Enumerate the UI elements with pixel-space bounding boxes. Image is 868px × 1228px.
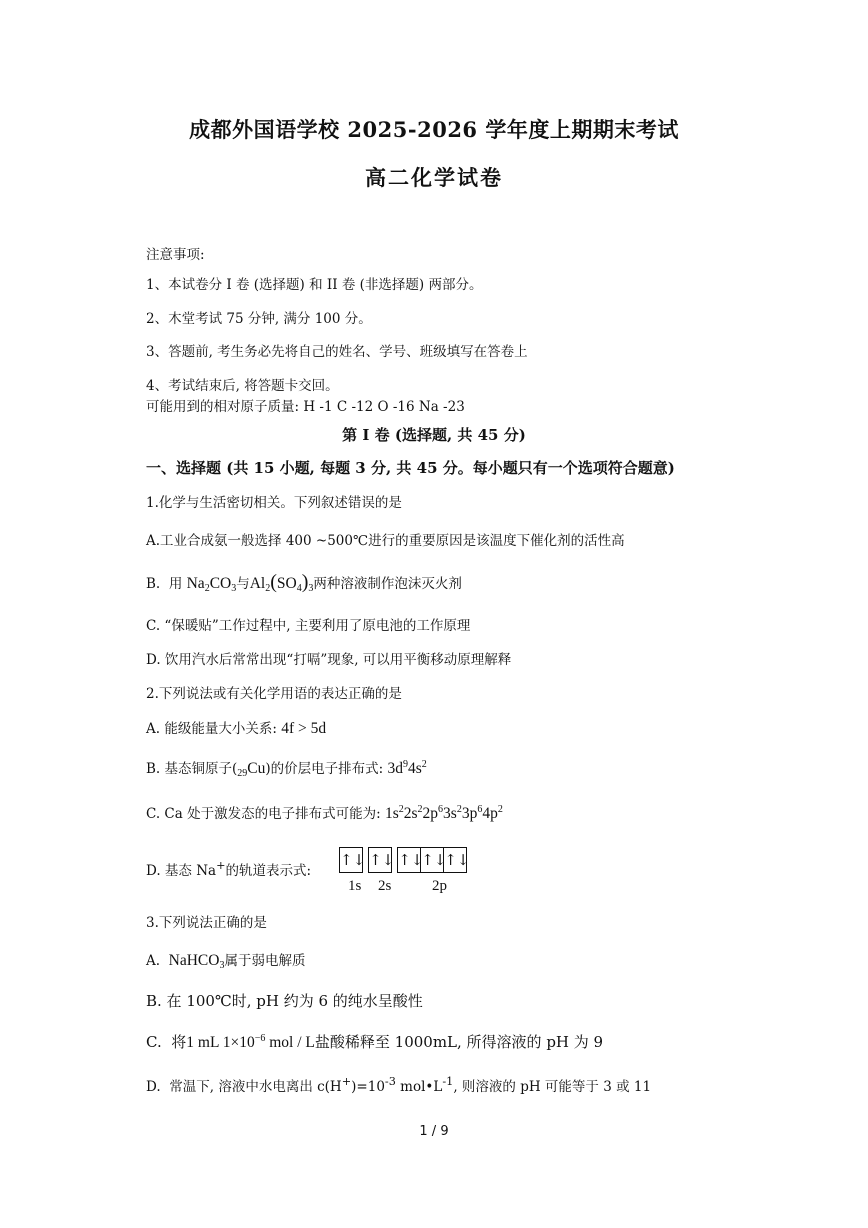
atomic-mass-line: 可能用到的相对原子质量: H -1 C -12 O -16 Na -23 xyxy=(146,399,465,415)
q1-stem: 1.化学与生活密切相关。下列叙述错误的是 xyxy=(146,495,402,511)
section-heading: 一、选择题 (共 15 小题, 每题 3 分, 共 45 分。每小题只有一个选项符合题意) xyxy=(146,459,675,477)
orbital-2p-x: ↑↓ xyxy=(398,848,421,872)
notes-item-1: 1、本试卷分 I 卷 (选择题) 和 II 卷 (非选择题) 两部分。 xyxy=(146,277,483,293)
orbital-box-2p xyxy=(397,847,470,873)
page-number: 1 / 9 xyxy=(419,1124,449,1139)
orbital-label-1s: 1s xyxy=(348,878,362,894)
exam-title: 成都外国语学校 2025-2026 学年度上期期末考试 xyxy=(189,117,679,142)
notes-heading: 注意事项: xyxy=(146,247,205,263)
q3-option-c: C. 将1 mL $1\times 10^{-6}$ mol / L盐酸稀释至 1000mL, 所得溶液的 pH 为 9 xyxy=(146,1033,604,1051)
q3-option-d: D. 常温下, 溶液中水电离出 $c(H^+)=10^{-3}$ $mol•L^{-1}$, 则溶液的 pH 可能等于 3 或 11 xyxy=(146,1075,652,1095)
notes-item-4: 4、考试结束后, 将答题卡交回。 xyxy=(146,378,339,394)
orbital-2s: ↑↓ xyxy=(369,851,395,869)
orbital-label-2p: 2p xyxy=(432,878,447,894)
orbital-1s: ↑↓ xyxy=(340,851,366,869)
q2-stem: 2.下列说法或有关化学用语的表达正确的是 xyxy=(146,686,402,702)
q1-option-a: A.工业合成氨一般选择 400 ~500℃进行的重要原因是该温度下催化剂的活性高 xyxy=(146,533,625,549)
notes-item-3: 3、答题前, 考生务必先将自己的姓名、学号、班级填写在答卷上 xyxy=(146,344,528,360)
orbital-2p-z: ↑↓ xyxy=(444,851,470,869)
q3-option-a: A. NaHCO$_3$属于弱电解质 xyxy=(146,952,306,971)
q1-option-d: D. 饮用汽水后常常出现“打嗝”现象, 可以用平衡移动原理解释 xyxy=(146,652,512,668)
q1-option-c: C. “保暖贴”工作过程中, 主要利用了原电池的工作原理 xyxy=(146,618,471,634)
notes-item-2: 2、木堂考试 75 分钟, 满分 100 分。 xyxy=(146,311,372,327)
q2-option-b: B. 基态铜原子$(_{29}Cu)$的价层电子排布式: $3d^94s^2$ xyxy=(146,759,427,779)
q3-option-b: B. 在 100℃时, pH 约为 6 的纯水呈酸性 xyxy=(146,992,423,1010)
q1-option-b: B. 用 $Na_2CO_3$与$Al_2(SO_4)_3$两种溶液制作泡沫灭火剂 xyxy=(146,571,462,594)
orbital-diagram xyxy=(339,847,470,873)
q3-stem: 3.下列说法正确的是 xyxy=(146,915,267,931)
orbital-box-2s xyxy=(368,847,395,873)
q2-option-a: A. 能级能量大小关系: 4f > 5d xyxy=(146,720,327,737)
q2-option-d: D. 基态 Na+的轨道表示式: xyxy=(146,859,312,879)
orbital-box-1s xyxy=(339,847,366,873)
orbital-label-2s: 2s xyxy=(378,878,392,894)
exam-subtitle: 高二化学试卷 xyxy=(365,165,503,190)
q2-option-c: C. Ca 处于激发态的电子排布式可能为: $1s^22s^22p^63s^23p^64p^2$ xyxy=(146,804,503,822)
part-title: 第 I 卷 (选择题, 共 45 分) xyxy=(342,426,526,444)
orbital-2p-y: ↑↓ xyxy=(421,848,444,872)
